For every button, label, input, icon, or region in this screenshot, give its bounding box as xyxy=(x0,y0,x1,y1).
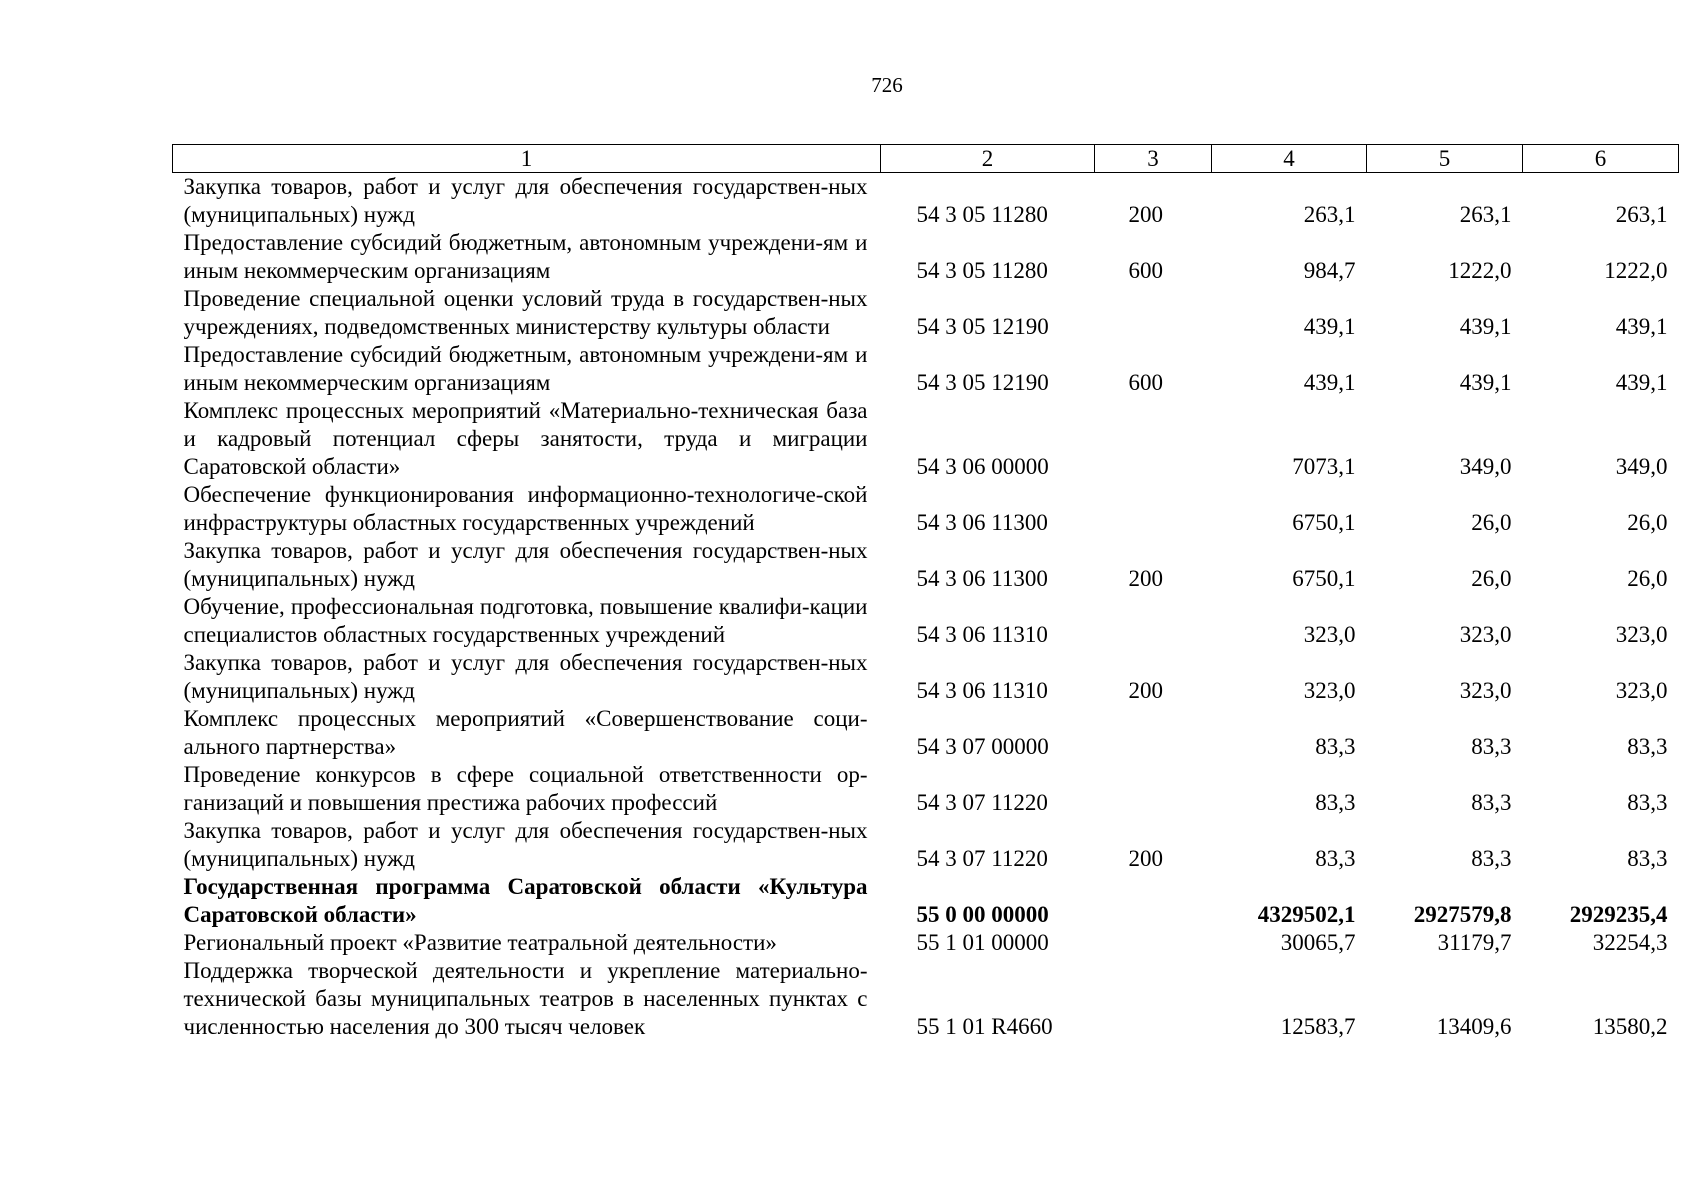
row-value-col6: 13580,2 xyxy=(1592,1014,1668,1039)
row-value-col6: 439,1 xyxy=(1615,314,1668,339)
row-value-col4: 6750,1 xyxy=(1292,510,1356,535)
row-name-cell: Поддержка творческой деятельности и укрепление материально-технической базы муниципальных театров в населенных пунктах с численностью населения до 300 тысяч человек xyxy=(183,958,868,1039)
row-value-col5: 83,3 xyxy=(1471,734,1512,759)
row-vr-cell xyxy=(1095,285,1212,341)
row-value-col6: 349,0 xyxy=(1615,454,1668,479)
row-value-col5: 1222,0 xyxy=(1448,258,1512,283)
row-code-cell: 54 3 06 11300 xyxy=(916,566,1048,591)
row-name-cell: Государственная программа Саратовской области «Культура Саратовской области» xyxy=(183,874,868,927)
row-code-cell: 54 3 07 00000 xyxy=(916,734,1049,759)
row-name-cell: Предоставление субсидий бюджетным, автономным учреждени-ям и иным некоммерческим организациям xyxy=(183,230,868,283)
row-value-col4: 83,3 xyxy=(1315,790,1356,815)
row-value-col6: 439,1 xyxy=(1615,370,1668,395)
row-value-col4: 12583,7 xyxy=(1280,1014,1356,1039)
row-vr-cell: 200 xyxy=(1128,202,1163,227)
row-value-col4: 439,1 xyxy=(1303,370,1356,395)
row-value-col5: 439,1 xyxy=(1459,370,1512,395)
header-col-2: 2 xyxy=(881,145,1095,173)
table-row xyxy=(173,285,1679,341)
row-value-col6: 1222,0 xyxy=(1604,258,1668,283)
row-code-cell: 54 3 06 11300 xyxy=(916,510,1048,535)
row-value-col6: 83,3 xyxy=(1627,790,1668,815)
table-row xyxy=(173,173,1679,230)
table-row xyxy=(173,481,1679,537)
row-name-cell: Предоставление субсидий бюджетным, автономным учреждени-ям и иным некоммерческим организациям xyxy=(183,342,868,395)
row-vr-cell: 600 xyxy=(1128,370,1163,395)
row-value-col4: 263,1 xyxy=(1303,202,1356,227)
row-code-cell: 54 3 06 11310 xyxy=(916,678,1048,703)
row-vr-cell xyxy=(1095,957,1212,1041)
table-row xyxy=(173,649,1679,705)
row-value-col4: 6750,1 xyxy=(1292,566,1356,591)
table-row xyxy=(173,957,1679,1041)
row-code-cell: 54 3 07 11220 xyxy=(916,790,1048,815)
header-col-3: 3 xyxy=(1095,145,1212,173)
row-name-cell: Проведение специальной оценки условий труда в государствен-ных учреждениях, подведомственных министерству культуры области xyxy=(183,286,868,339)
row-value-col4: 439,1 xyxy=(1303,314,1356,339)
row-value-col4: 30065,7 xyxy=(1280,930,1356,955)
table-row xyxy=(173,761,1679,817)
row-name-cell: Комплекс процессных мероприятий «Материально-техническая база и кадровый потенциал сферы занятости, труда и миграции Саратовской области» xyxy=(183,398,868,479)
row-value-col5: 83,3 xyxy=(1471,790,1512,815)
row-name-cell: Закупка товаров, работ и услуг для обеспечения государствен-ных (муниципальных) нужд xyxy=(183,818,868,871)
table-row xyxy=(173,537,1679,593)
row-code-cell: 54 3 05 11280 xyxy=(916,202,1048,227)
row-name-cell: Закупка товаров, работ и услуг для обеспечения государствен-ных (муниципальных) нужд xyxy=(183,538,868,591)
table-row xyxy=(173,873,1679,929)
row-name-cell: Региональный проект «Развитие театральной деятельности» xyxy=(183,930,777,955)
header-row xyxy=(173,145,1679,173)
table-row xyxy=(173,929,1679,957)
row-vr-cell: 200 xyxy=(1128,566,1163,591)
row-code-cell: 54 3 06 11310 xyxy=(916,622,1048,647)
table-body xyxy=(173,173,1679,1042)
table-header xyxy=(173,145,1679,173)
table-row xyxy=(173,341,1679,397)
row-value-col6: 26,0 xyxy=(1627,566,1668,591)
row-value-col4: 83,3 xyxy=(1315,846,1356,871)
row-code-cell: 55 0 00 00000 xyxy=(916,902,1049,927)
row-value-col5: 323,0 xyxy=(1459,622,1512,647)
row-vr-cell xyxy=(1095,481,1212,537)
row-value-col5: 26,0 xyxy=(1471,510,1512,535)
budget-table xyxy=(172,144,1679,1041)
row-value-col5: 439,1 xyxy=(1459,314,1512,339)
row-value-col6: 263,1 xyxy=(1615,202,1668,227)
row-code-cell: 55 1 01 00000 xyxy=(916,930,1049,955)
header-col-4: 4 xyxy=(1212,145,1367,173)
row-name-cell: Закупка товаров, работ и услуг для обеспечения государствен-ных (муниципальных) нужд xyxy=(183,650,868,703)
row-value-col4: 984,7 xyxy=(1303,258,1356,283)
row-vr-cell: 200 xyxy=(1128,678,1163,703)
row-vr-cell xyxy=(1095,929,1212,957)
table-row xyxy=(173,397,1679,481)
row-value-col6: 83,3 xyxy=(1627,846,1668,871)
row-value-col5: 31179,7 xyxy=(1437,930,1512,955)
row-vr-cell xyxy=(1095,705,1212,761)
row-vr-cell xyxy=(1095,761,1212,817)
row-vr-cell: 600 xyxy=(1128,258,1163,283)
row-name-cell: Обучение, профессиональная подготовка, повышение квалифи-кации специалистов областных государственных учреждений xyxy=(183,594,868,647)
row-vr-cell xyxy=(1095,593,1212,649)
table-row xyxy=(173,705,1679,761)
row-value-col6: 323,0 xyxy=(1615,678,1668,703)
row-value-col5: 83,3 xyxy=(1471,846,1512,871)
row-value-col4: 7073,1 xyxy=(1292,454,1356,479)
table-row xyxy=(173,593,1679,649)
row-name-cell: Закупка товаров, работ и услуг для обеспечения государствен-ных (муниципальных) нужд xyxy=(183,174,868,227)
header-col-5: 5 xyxy=(1367,145,1523,173)
row-name-cell: Проведение конкурсов в сфере социальной ответственности ор-ганизаций и повышения престижа рабочих профессий xyxy=(183,762,868,815)
row-value-col4: 4329502,1 xyxy=(1257,902,1356,927)
table-row xyxy=(173,229,1679,285)
header-col-6: 6 xyxy=(1523,145,1679,173)
row-value-col5: 323,0 xyxy=(1459,678,1512,703)
row-value-col5: 349,0 xyxy=(1459,454,1512,479)
row-value-col5: 263,1 xyxy=(1459,202,1512,227)
row-code-cell: 54 3 05 12190 xyxy=(916,314,1049,339)
row-value-col5: 26,0 xyxy=(1471,566,1512,591)
row-code-cell: 54 3 07 11220 xyxy=(916,846,1048,871)
row-value-col6: 83,3 xyxy=(1627,734,1668,759)
row-value-col6: 323,0 xyxy=(1615,622,1668,647)
page-number: 726 xyxy=(871,73,903,97)
row-vr-cell xyxy=(1095,873,1212,929)
row-value-col4: 83,3 xyxy=(1315,734,1356,759)
row-vr-cell xyxy=(1095,397,1212,481)
row-code-cell: 54 3 06 00000 xyxy=(916,454,1049,479)
row-value-col4: 323,0 xyxy=(1303,678,1356,703)
header-col-1: 1 xyxy=(173,145,881,173)
row-vr-cell: 200 xyxy=(1128,846,1163,871)
row-value-col4: 323,0 xyxy=(1303,622,1356,647)
row-value-col5: 13409,6 xyxy=(1436,1014,1512,1039)
row-code-cell: 55 1 01 R4660 xyxy=(916,1014,1053,1039)
row-value-col6: 26,0 xyxy=(1627,510,1668,535)
table-row xyxy=(173,817,1679,873)
row-code-cell: 54 3 05 11280 xyxy=(916,258,1048,283)
row-code-cell: 54 3 05 12190 xyxy=(916,370,1049,395)
row-name-cell: Комплекс процессных мероприятий «Совершенствование соци-ального партнерства» xyxy=(183,706,868,759)
row-value-col6: 32254,3 xyxy=(1592,930,1668,955)
row-value-col5: 2927579,8 xyxy=(1413,902,1512,927)
row-value-col6: 2929235,4 xyxy=(1569,902,1668,927)
row-name-cell: Обеспечение функционирования информационно-технологиче-ской инфраструктуры областных государственных учреждений xyxy=(183,482,868,535)
